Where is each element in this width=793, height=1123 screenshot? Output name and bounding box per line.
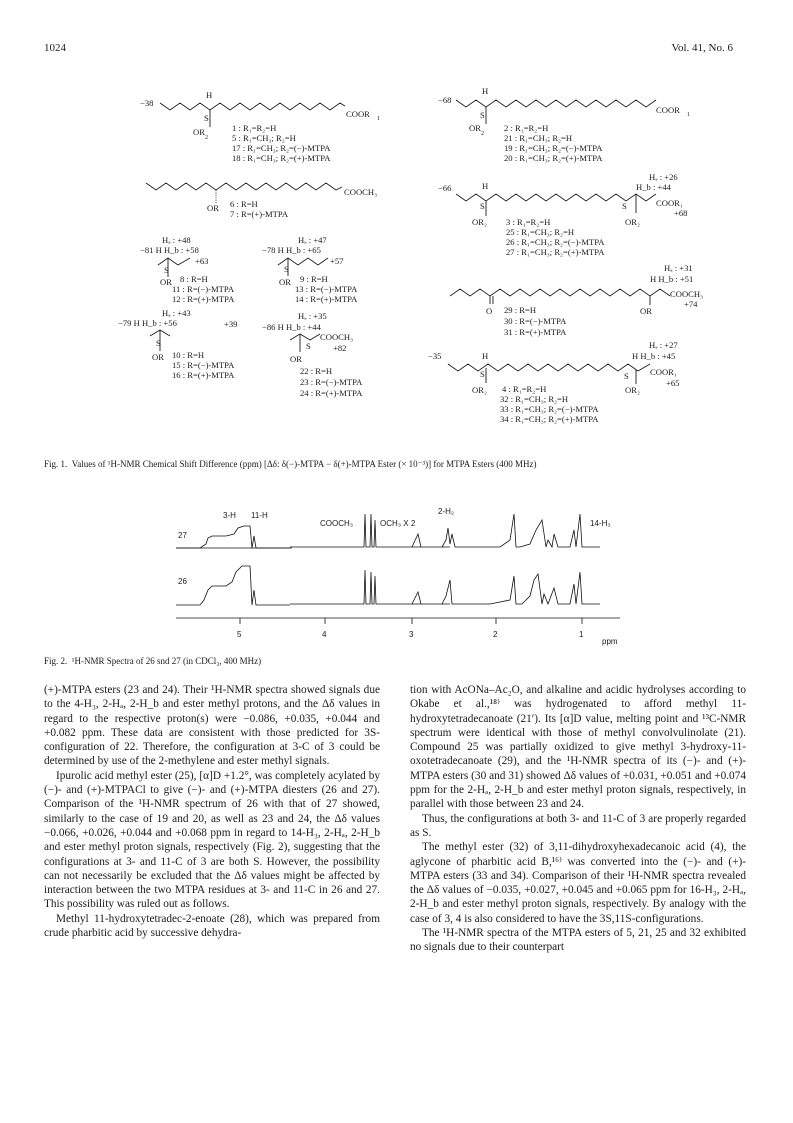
ha-value: Hₐ : +47 — [298, 235, 327, 245]
stereo-label: S — [622, 201, 627, 211]
ester-group: COOCH₃ — [320, 332, 354, 342]
hb-value: −78 H H_b : +65 — [262, 245, 321, 255]
end-value: −38 — [140, 98, 154, 108]
ester-value: +65 — [666, 378, 680, 388]
ha-value: Hₐ : +26 — [649, 172, 678, 182]
compound-line: 13 : R=(−)-MTPA — [295, 284, 358, 294]
trace-label: 27 — [178, 531, 187, 540]
figure-1-caption — [44, 458, 754, 470]
trace-label: 26 — [178, 577, 187, 586]
paragraph: The methyl ester (32) of 3,11-dihydroxyhexadecanoic acid (4), the aglycone of pharbitic acid B,¹⁶⁾ was converted into the (−)- and (+)-MTPA esters (33 and 34). Comparison of their ¹H-NMR spectra revealed the Δδ values of −0.035, +0.027, +0.045 and +0.065 ppm for 16-H₃, 2-Hₐ, 2-H_b and ester methyl proton signals, respectively. By analogy with the case of 3, 4 is also considered to have the 3S,11S-configurations. — [410, 841, 746, 925]
compound-line: 3 : R₁=R₂=H — [506, 217, 551, 227]
figure-1-structures — [0, 0, 793, 460]
carboxyl-group: COOR — [346, 109, 370, 119]
peak-label: 2-H₂ — [438, 507, 454, 516]
structure-6 — [146, 183, 377, 219]
or-label: OR₂ — [472, 217, 487, 227]
h-label: H — [206, 90, 213, 100]
compound-line: 14 : R=(+)-MTPA — [295, 294, 358, 304]
compound-line: 20 : R₁=CH₃; R₂=(+)-MTPA — [504, 153, 603, 163]
or-label: OR — [207, 203, 219, 213]
stereo-label: S — [624, 371, 629, 381]
end-value: +63 — [195, 256, 209, 266]
volume-info: Vol. 41, No. 6 — [671, 42, 733, 54]
structure-29 — [450, 263, 703, 337]
carboxyl-subscript: 1 — [687, 112, 690, 118]
compound-line: 10 : R=H — [172, 350, 205, 360]
compound-line: 34 : R₁=CH₃; R₂=(+)-MTPA — [500, 414, 599, 424]
hb-value: −79 H H_b : +56 — [118, 318, 177, 328]
ester-value: +82 — [333, 343, 347, 353]
peak-label: COOCH₃ — [320, 519, 354, 528]
compound-line: 2 : R₁=R₂=H — [504, 123, 549, 133]
or-label: OR₂ — [625, 385, 640, 395]
compound-line: 26 : R₁=CH₃; R₂=(−)-MTPA — [506, 237, 605, 247]
compound-line: 19 : R₁=CH₃; R₂=(−)-MTPA — [504, 143, 603, 153]
compound-line: 15 : R=(−)-MTPA — [172, 360, 235, 370]
paragraph: Thus, the configurations at both 3- and 11-C of 3 are properly regarded as S. — [410, 812, 746, 839]
hb-value: H_b : +44 — [636, 182, 671, 192]
keto-label: O — [486, 306, 493, 316]
compound-line: 27 : R₁=CH₃; R₂=(+)-MTPA — [506, 247, 605, 257]
compound-line: 5 : R₁=CH₃; R₂=H — [232, 133, 296, 143]
body-column-left — [44, 683, 380, 940]
body-column-right — [410, 683, 746, 955]
hb-value: −81 H H_b : +58 — [140, 245, 199, 255]
compound-line: 25 : R₁=CH₃; R₂=H — [506, 227, 575, 237]
or-label: OR — [193, 127, 205, 137]
ester-value: +68 — [674, 208, 688, 218]
end-value: −35 — [428, 351, 442, 361]
hb-value: H H_b : +51 — [650, 274, 694, 284]
axis-ticks — [240, 618, 582, 624]
ester-value: +74 — [684, 299, 698, 309]
stereo-label: S — [306, 341, 311, 351]
figure-1-caption-label: Fig. 1. — [44, 459, 68, 469]
end-value: −66 — [438, 183, 452, 193]
ha-value: Hₐ : +27 — [649, 340, 678, 350]
figure-1-caption-text: Values of ¹H-NMR Chemical Shift Difference (ppm) [Δδ: δ(−)-MTPA − δ(+)-MTPA Ester (× 10⁻³)] for MTPA Esters (400 MHz) — [71, 459, 537, 469]
figure-2-caption-label: Fig. 2. — [44, 656, 68, 666]
compound-line: 32 : R₁=CH₃; R₂=H — [500, 394, 569, 404]
ha-value: Hₐ : +31 — [664, 263, 693, 273]
or-subscript: 2 — [205, 135, 208, 141]
peak-label: 14-H₃ — [590, 519, 611, 528]
tick-label: 3 — [409, 630, 414, 639]
paragraph: Methyl 11-hydroxytetradec-2-enoate (28), which was prepared from crude pharbitic acid by successive dehydra- — [44, 912, 380, 940]
compound-line: 11 : R=(−)-MTPA — [172, 284, 235, 294]
figure-2-spectra — [150, 500, 630, 648]
structure-9 — [262, 235, 358, 304]
or-label: OR₂ — [625, 217, 640, 227]
compound-line: 18 : R₁=CH₃; R₂=(+)-MTPA — [232, 153, 331, 163]
or-label: OR₂ — [472, 385, 487, 395]
ester-group: COOCH₃ — [670, 289, 704, 299]
carboxyl-group: COOR₁ — [650, 367, 677, 377]
ha-value: Hₐ : +35 — [298, 311, 327, 321]
compound-line: 33 : R₁=CH₃; R₂=(−)-MTPA — [500, 404, 599, 414]
or-subscript: 2 — [481, 131, 484, 137]
compound-line: 17 : R₁=CH₃; R₂=(−)-MTPA — [232, 143, 331, 153]
stereo-label: S — [480, 369, 485, 379]
carboxyl-group: COOR₁ — [656, 198, 683, 208]
structure-32 — [428, 340, 679, 424]
compound-line: 24 : R=(+)-MTPA — [300, 388, 363, 398]
stereo-label: S — [204, 113, 209, 123]
or-label: OR — [152, 352, 164, 362]
end-value: +57 — [330, 256, 344, 266]
h-label: H — [482, 181, 489, 191]
structure-8 — [140, 235, 235, 304]
compound-line: 29 : R=H — [504, 305, 537, 315]
compound-line: 7 : R=(+)-MTPA — [230, 209, 289, 219]
stereo-label: S — [156, 338, 161, 348]
tick-label: 4 — [322, 630, 327, 639]
end-value: +39 — [224, 319, 238, 329]
trace-26 — [176, 566, 600, 605]
hb-value: H H_b : +45 — [632, 351, 676, 361]
paragraph: tion with AcONa–Ac₂O, and alkaline and acidic hydrolyses according to Okabe et al.,¹⁸⁾ was hydrogenated to afford methyl 11-hydroxytetradecanoate (21′). Its [α]D value, melting point and ¹³C-NMR spectrum were identical with those of methyl convolvulinolate (21). Compound 25 was partially oxidized to give methyl 3-hydroxy-11-oxotetradecanoate (29), and the ¹H-NMR spectra of its (−)- and (+)-MTPA esters (30 and 31) showed Δδ values of +0.031, +0.051 and +0.074 ppm for the 2-Hₐ, 2-H_b and ester methyl proton signals, respectively, in parallel with those between 23 and 24. — [410, 684, 746, 811]
compound-line: 22 : R=H — [300, 366, 333, 376]
compound-line: 16 : R=(+)-MTPA — [172, 370, 235, 380]
figure-2-caption — [44, 655, 754, 667]
ester-group: COOCH₃ — [344, 187, 378, 197]
peak-label: 11-H — [251, 511, 268, 520]
compound-line: 21 : R₁=CH₃; R₂=H — [504, 133, 573, 143]
peak-label: 3-H — [223, 511, 236, 520]
compound-line: 30 : R=(−)-MTPA — [504, 316, 567, 326]
h-label: H — [482, 86, 489, 96]
h-label: H — [482, 351, 489, 361]
paragraph: (+)-MTPA esters (23 and 24). Their ¹H-NMR spectra showed signals due to the 4-H₃, 2-Hₐ, 2-H_b and ester methyl protons, and the Δδ values in regard to the respective proton(s) were −0.086, +0.035, +0.044 and +0.082 ppm. These data are consistent with those predicted for 3S-configuration of 22. Therefore, the configuration at 3-C of 3 could be determined by use of the 2-methylene and ester methyl signals. — [44, 684, 380, 768]
stereo-label: S — [284, 264, 289, 274]
ha-value: Hₐ : +48 — [162, 235, 191, 245]
structure-1 — [140, 90, 380, 163]
structure-22 — [262, 311, 363, 398]
stereo-label: S — [164, 265, 169, 275]
compound-line: 12 : R=(+)-MTPA — [172, 294, 235, 304]
ha-value: Hₐ : +43 — [162, 308, 191, 318]
axis-unit: ppm — [602, 637, 618, 646]
paragraph: Ipurolic acid methyl ester (25), [α]D +1.2°, was completely acylated by (−)- and (+)-MTPACl to give (−)- and (+)-MTPA diesters (26 and 27). Comparison of the ¹H-NMR spectrum of 26 with that of 27 showed, similarly to the case of 19 and 20, as well as 23 and 24, the Δδ values −0.066, +0.026, +0.044 and +0.068 ppm in regard to 14-H₃, 2-Hₐ, 2-H_b and ester methyl proton signals, respectively (Fig. 2), suggesting that the configurations at 3- and 11-C of 3 are both S. However, the possibility can not necessarily be excluded that the Δδ values might be affected by interaction between the two MTPA residues at 3- and 11-C in 26 and 27. This possibility was ruled out as follows. — [44, 769, 380, 911]
compound-line: 6 : R=H — [230, 199, 258, 209]
structure-2 — [438, 86, 690, 163]
tick-label: 5 — [237, 630, 242, 639]
structure-10 — [118, 308, 237, 380]
carboxyl-subscript: 1 — [377, 116, 380, 122]
carboxyl-group: COOR — [656, 105, 680, 115]
structure-3 — [438, 172, 687, 257]
paragraph: The ¹H-NMR spectra of the MTPA esters of 5, 21, 25 and 32 exhibited no signals due to their counterpart — [410, 927, 746, 954]
stereo-label: S — [480, 110, 485, 120]
figure-2-caption-text: ¹H-NMR Spectra of 26 snd 27 (in CDCl₃, 400 MHz) — [71, 656, 262, 666]
compound-line: 1 : R₁=R₂=H — [232, 123, 277, 133]
compound-line: 8 : R=H — [180, 274, 208, 284]
compound-line: 4 : R₁=R₂=H — [502, 384, 547, 394]
page-number: 1024 — [44, 42, 66, 54]
compound-line: 9 : R=H — [300, 274, 328, 284]
end-value: −68 — [438, 95, 452, 105]
or-label: OR — [160, 277, 172, 287]
stereo-label: S — [480, 201, 485, 211]
tick-label: 1 — [579, 630, 584, 639]
or-label: OR — [640, 306, 652, 316]
or-label: OR — [279, 277, 291, 287]
tick-label: 2 — [493, 630, 498, 639]
or-label: OR — [290, 354, 302, 364]
or-label: OR — [469, 123, 481, 133]
peak-label: OCH₃ X 2 — [380, 519, 416, 528]
compound-line: 23 : R=(−)-MTPA — [300, 377, 363, 387]
hb-value: −86 H H_b : +44 — [262, 322, 321, 332]
compound-line: 31 : R=(+)-MTPA — [504, 327, 567, 337]
